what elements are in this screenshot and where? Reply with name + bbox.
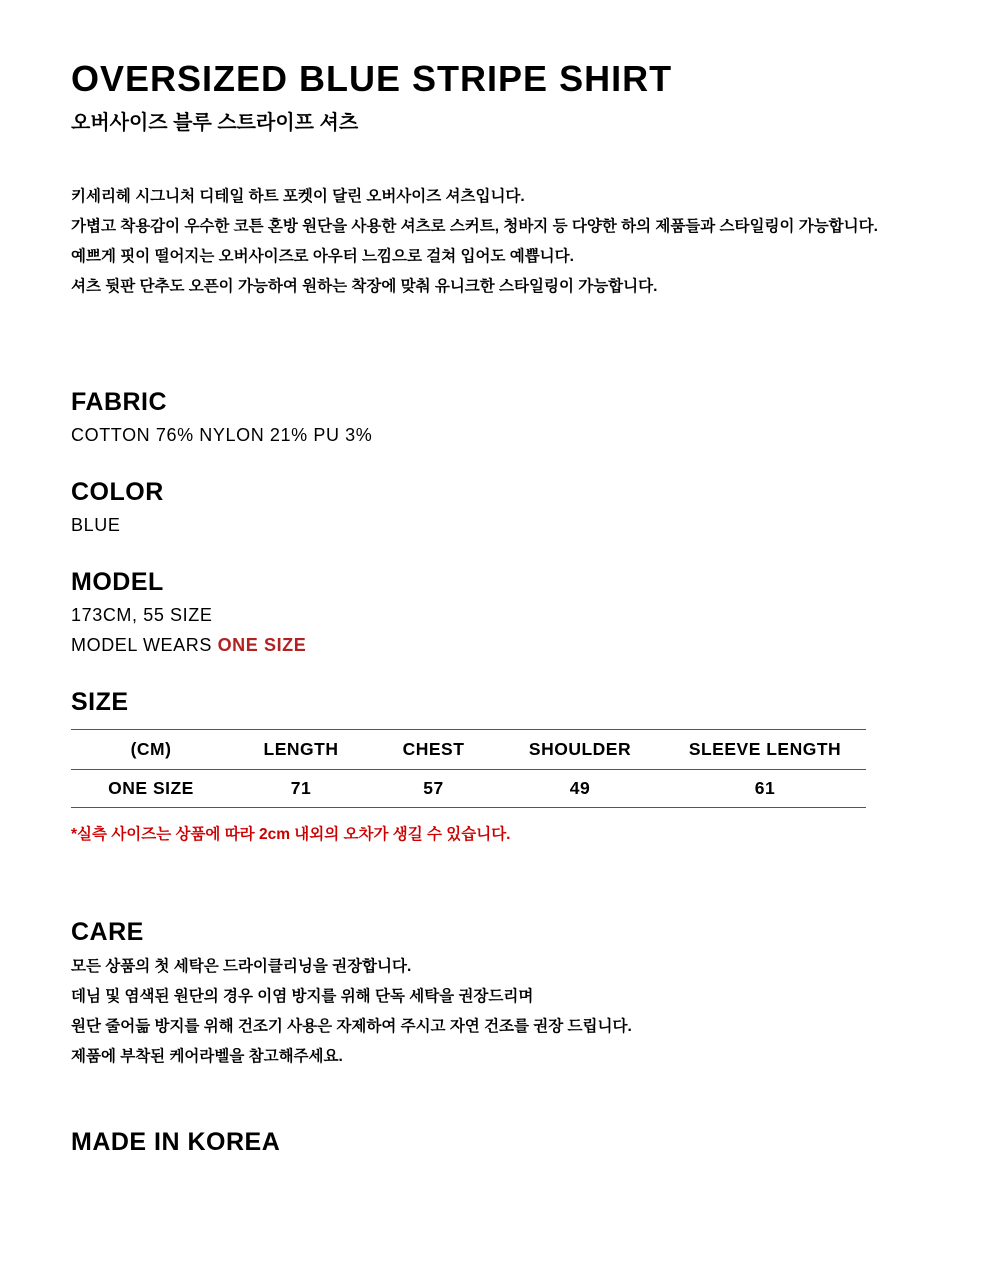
size-column-chest: CHEST — [402, 739, 465, 759]
size-column-length: LENGTH — [263, 739, 339, 759]
sleeve-length-cell: 61 — [754, 778, 776, 798]
size-measurement-note: *실측 사이즈는 상품에 따라 2cm 내외의 오차가 생길 수 있습니다. — [71, 826, 511, 843]
care-line: 제품에 부착된 케어라벨을 참고해주세요. — [71, 1048, 343, 1065]
description-line: 가볍고 착용감이 우수한 코튼 혼방 원단을 사용한 셔츠로 스커트, 청바지 등 다양한 하의 제품들과 스타일링이 가능합니다. — [71, 218, 878, 235]
description-line: 셔츠 뒷판 단추도 오픈이 가능하여 원하는 착장에 맞춰 유니크한 스타일링이 가능합니다. — [71, 278, 658, 295]
color-heading: COLOR — [71, 478, 164, 506]
model-info: 173CM, 55 SIZE — [71, 605, 213, 625]
size-column-shoulder: SHOULDER — [528, 739, 632, 759]
size-table-header-row — [71, 730, 866, 770]
model-wears-size: ONE SIZE — [217, 635, 307, 655]
chest-cell: 57 — [423, 778, 444, 798]
description-line: 키세리헤 시그니처 디테일 하트 포켓이 달린 오버사이즈 셔츠입니다. — [71, 188, 525, 205]
model-wears-prefix: MODEL WEARS — [71, 635, 218, 655]
model-wears — [71, 633, 306, 657]
care-heading: CARE — [71, 918, 144, 946]
description-line: 예쁘게 핏이 떨어지는 오버사이즈로 아우터 느낌으로 걸쳐 입어도 예쁩니다. — [71, 248, 574, 265]
product-description — [71, 182, 878, 302]
made-in-label: MADE IN KOREA — [71, 1128, 281, 1156]
care-line: 데님 및 염색된 원단의 경우 이염 방지를 위해 단독 세탁을 권장드리며 — [71, 988, 534, 1005]
color-value: BLUE — [71, 515, 121, 535]
fabric-value: COTTON 76% NYLON 21% PU 3% — [71, 425, 373, 445]
care-instructions — [71, 952, 632, 1072]
size-column-sleeve-length: SLEEVE LENGTH — [688, 739, 842, 759]
table-row — [71, 770, 866, 808]
product-subtitle-korean: 오버사이즈 블루 스트라이프 셔츠 — [71, 112, 359, 134]
size-table — [71, 729, 866, 808]
product-title: OVERSIZED BLUE STRIPE SHIRT — [71, 58, 673, 99]
care-line: 모든 상품의 첫 세탁은 드라이클리닝을 권장합니다. — [71, 958, 412, 975]
size-column-unit: (CM) — [130, 739, 172, 759]
model-heading: MODEL — [71, 568, 164, 596]
shoulder-cell: 49 — [569, 778, 591, 798]
size-heading: SIZE — [71, 688, 129, 716]
size-name-cell: ONE SIZE — [108, 778, 194, 798]
care-line: 원단 줄어듦 방지를 위해 건조기 사용은 자제하여 주시고 자연 건조를 권장 드립니다. — [71, 1018, 632, 1035]
fabric-heading: FABRIC — [71, 388, 168, 416]
length-cell: 71 — [290, 778, 312, 798]
